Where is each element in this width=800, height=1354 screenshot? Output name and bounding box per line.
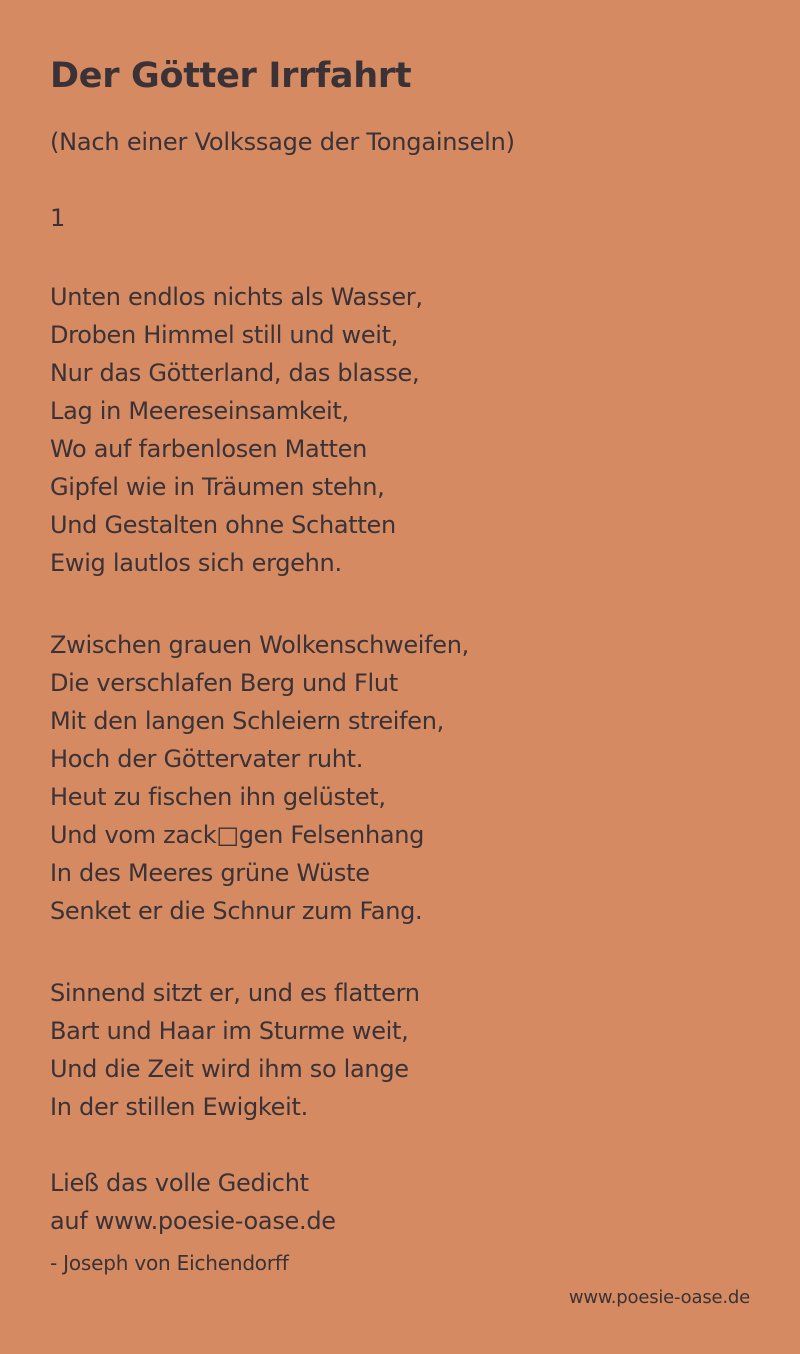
poem-line: Und die Zeit wird ihm so lange xyxy=(50,1055,409,1083)
poem-line: Droben Himmel still und weit, xyxy=(50,321,399,349)
poem-line: Lag in Meereseinsamkeit, xyxy=(50,397,349,425)
poem-title: Der Götter Irrfahrt xyxy=(50,56,412,96)
poem-line: Mit den langen Schleiern streifen, xyxy=(50,707,445,735)
cta-link[interactable]: auf www.poesie-oase.de xyxy=(50,1207,336,1235)
poem-line: Gipfel wie in Träumen stehn, xyxy=(50,473,385,501)
cta-line: Ließ das volle Gedicht xyxy=(50,1169,309,1197)
poem-line: Heut zu fischen ihn gelüstet, xyxy=(50,783,386,811)
poem-line: Sinnend sitzt er, und es flattern xyxy=(50,979,420,1007)
poem-line: In des Meeres grüne Wüste xyxy=(50,859,370,887)
poem-line: Und Gestalten ohne Schatten xyxy=(50,511,396,539)
section-number: 1 xyxy=(50,204,66,232)
poem-line: Zwischen grauen Wolkenschweifen, xyxy=(50,631,470,659)
poem-line: Die verschlafen Berg und Flut xyxy=(50,669,398,697)
poem-line: Bart und Haar im Sturme weit, xyxy=(50,1017,409,1045)
poem-author: - Joseph von Eichendorff xyxy=(50,1251,289,1275)
poem-line: Unten endlos nichts als Wasser, xyxy=(50,283,423,311)
footer-website-link[interactable]: www.poesie-oase.de xyxy=(568,1287,750,1308)
poem-subtitle: (Nach einer Volkssage der Tongainseln) xyxy=(50,128,515,156)
stanza-2 xyxy=(50,626,750,930)
poem-line: Wo auf farbenlosen Matten xyxy=(50,435,368,463)
poem-line: Senket er die Schnur zum Fang. xyxy=(50,897,423,925)
poem-line: Nur das Götterland, das blasse, xyxy=(50,359,420,387)
stanza-3 xyxy=(50,974,750,1126)
poem-line: In der stillen Ewigkeit. xyxy=(50,1093,308,1121)
poem-line: Und vom zack□gen Felsenhang xyxy=(50,821,425,849)
poem-line: Ewig lautlos sich ergehn. xyxy=(50,549,342,577)
full-poem-cta xyxy=(50,1164,750,1240)
poem-page xyxy=(50,52,750,1278)
poem-line: Hoch der Göttervater ruht. xyxy=(50,745,364,773)
stanza-1 xyxy=(50,278,750,582)
